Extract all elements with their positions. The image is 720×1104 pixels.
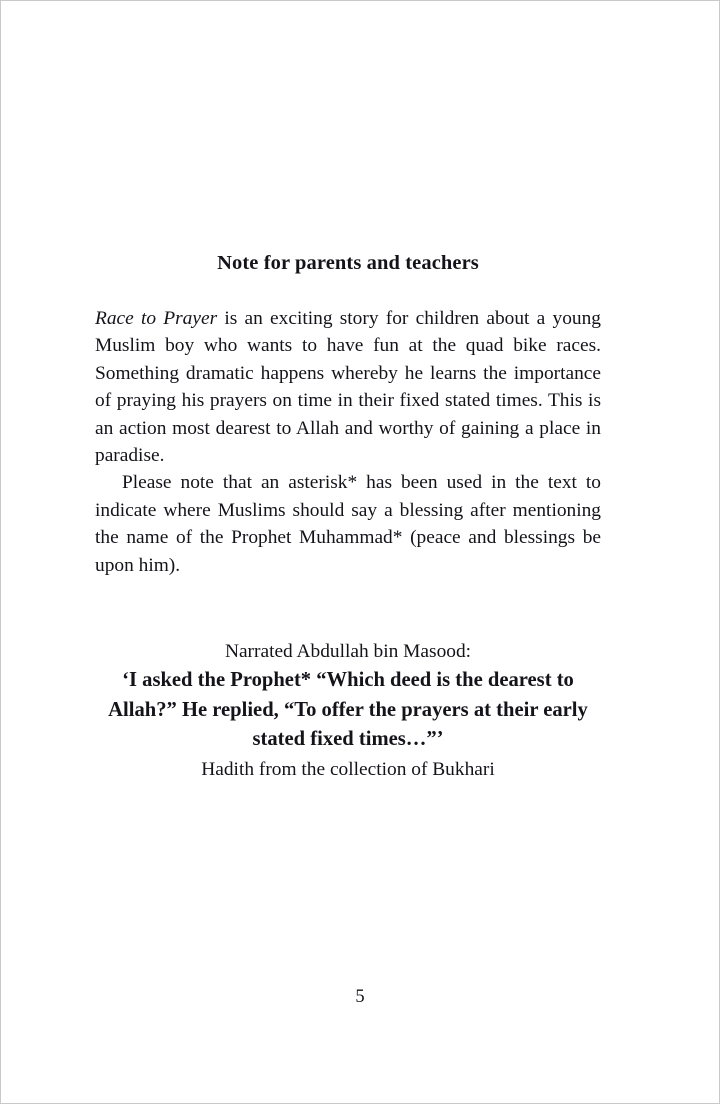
body-paragraph-1 (95, 305, 601, 469)
body-paragraph-1-rest: is an exciting story for children about a young Muslim boy who wants to have fun at the quad bike races. Something dramatic happens whereby he learns the importance of praying his prayers on time in their fixed stated times. This is an action most dearest to Allah and worthy of gaining a place in paradise. (95, 308, 601, 467)
hadith-quote-line-3: stated fixed times…”’ (252, 728, 444, 750)
hadith-quotation-block (95, 638, 601, 784)
body-paragraph-2: Please note that an asterisk* has been used in the text to indicate where Muslims should say a blessing after mentioning the name of the Prophet Muhammad* (peace and blessings be upon him). (95, 472, 601, 576)
book-title-italic: Race to Prayer (95, 308, 218, 329)
page-number: 5 (355, 987, 365, 1007)
hadith-quote-line-1: ‘I asked the Prophet* “Which deed is the dearest to (122, 669, 574, 691)
hadith-source: Hadith from the collection of Bukhari (201, 758, 495, 780)
hadith-narrator: Narrated Abdullah bin Masood: (224, 641, 472, 662)
hadith-quote-line-2: Allah?” He replied, “To offer the prayers at their early (108, 698, 588, 721)
page-title: Note for parents and teachers (217, 252, 479, 274)
body-text-block (95, 305, 601, 579)
